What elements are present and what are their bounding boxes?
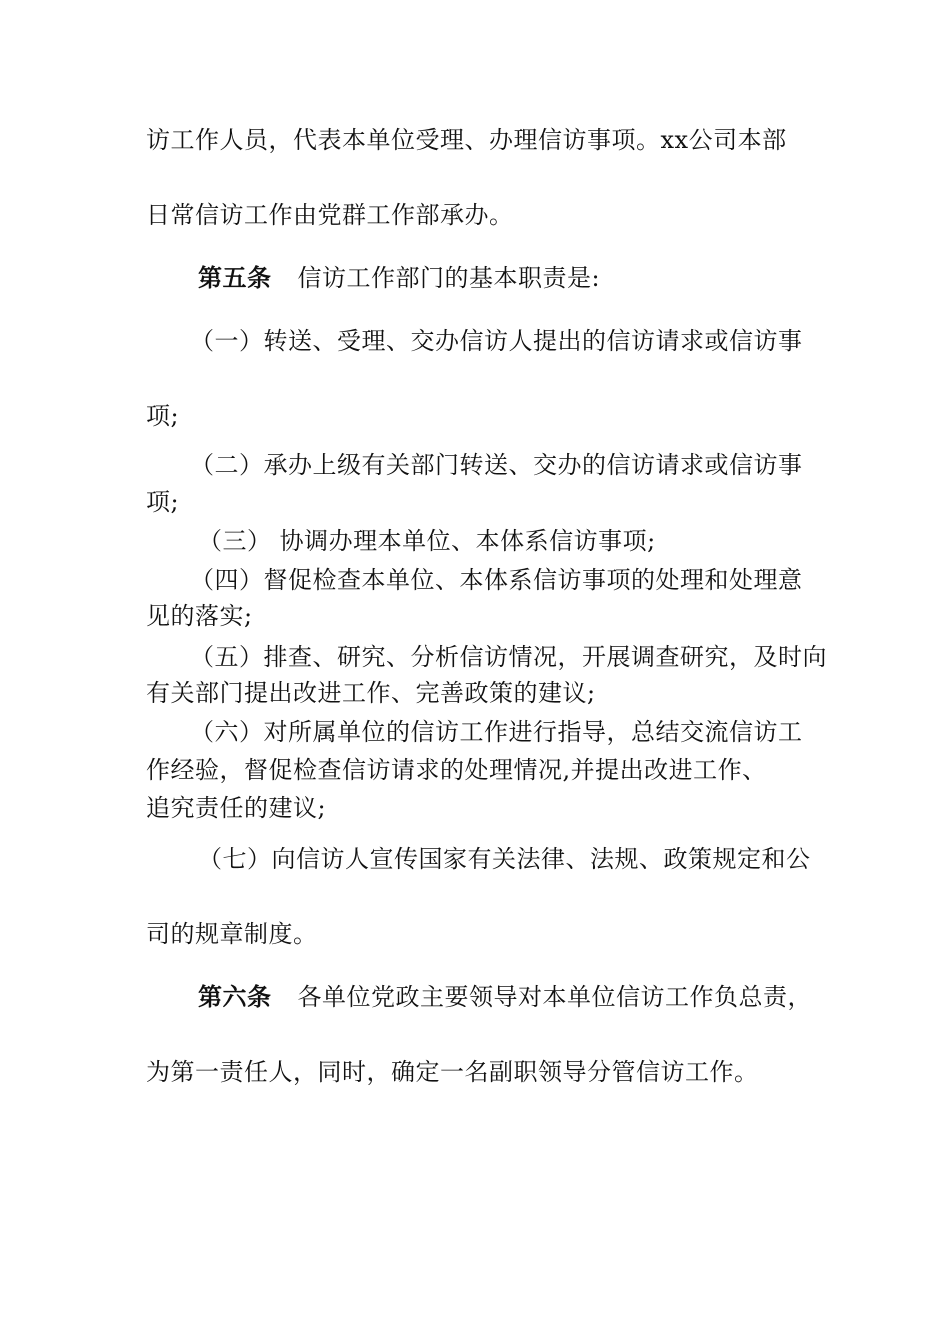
list-item-6-continued: 追究责任的建议; bbox=[146, 794, 327, 822]
paragraph-line: 信访工作部门的基本职责是: bbox=[297, 264, 601, 292]
list-item-5-continued: 有关部门提出改进工作、完善政策的建议; bbox=[146, 679, 596, 707]
list-item-7-continued: 司的规章制度。 bbox=[146, 920, 318, 948]
list-item-2-continued: 项; bbox=[146, 488, 180, 516]
article-6-paragraph bbox=[198, 982, 878, 1012]
paragraph-line: 访工作人员，代表本单位受理、办理信访事项。xx公司本部 bbox=[146, 126, 787, 154]
paragraph-line: 日常信访工作由党群工作部承办。 bbox=[146, 201, 514, 229]
list-item-4-continued: 见的落实; bbox=[146, 602, 253, 630]
list-item-1: （一）转送、受理、交办信访人提出的信访请求或信访事 bbox=[190, 327, 803, 355]
list-item-1-continued: 项; bbox=[146, 402, 180, 430]
list-item-3: （三） 协调办理本单位、本体系信访事项; bbox=[198, 527, 656, 555]
list-item-6-continued: 作经验，督促检查信访请求的处理情况,并提出改进工作、 bbox=[146, 756, 767, 784]
list-item-2: （二）承办上级有关部门转送、交办的信访请求或信访事 bbox=[190, 451, 803, 479]
paragraph-line: 各单位党政主要领导对本单位信访工作负总责， bbox=[297, 983, 812, 1011]
article-5-paragraph bbox=[198, 263, 878, 293]
list-item-6: （六）对所属单位的信访工作进行指导，总结交流信访工 bbox=[190, 718, 803, 746]
article-5-heading: 第五条 bbox=[198, 263, 272, 292]
article-6-heading: 第六条 bbox=[198, 982, 272, 1011]
list-item-4: （四）督促检查本单位、本体系信访事项的处理和处理意 bbox=[190, 566, 803, 594]
paragraph-line: 为第一责任人，同时，确定一名副职领导分管信访工作。 bbox=[146, 1058, 759, 1086]
list-item-5: （五）排查、研究、分析信访情况，开展调查研究，及时向 bbox=[190, 643, 827, 671]
list-item-7: （七）向信访人宣传国家有关法律、法规、政策规定和公 bbox=[198, 845, 811, 873]
